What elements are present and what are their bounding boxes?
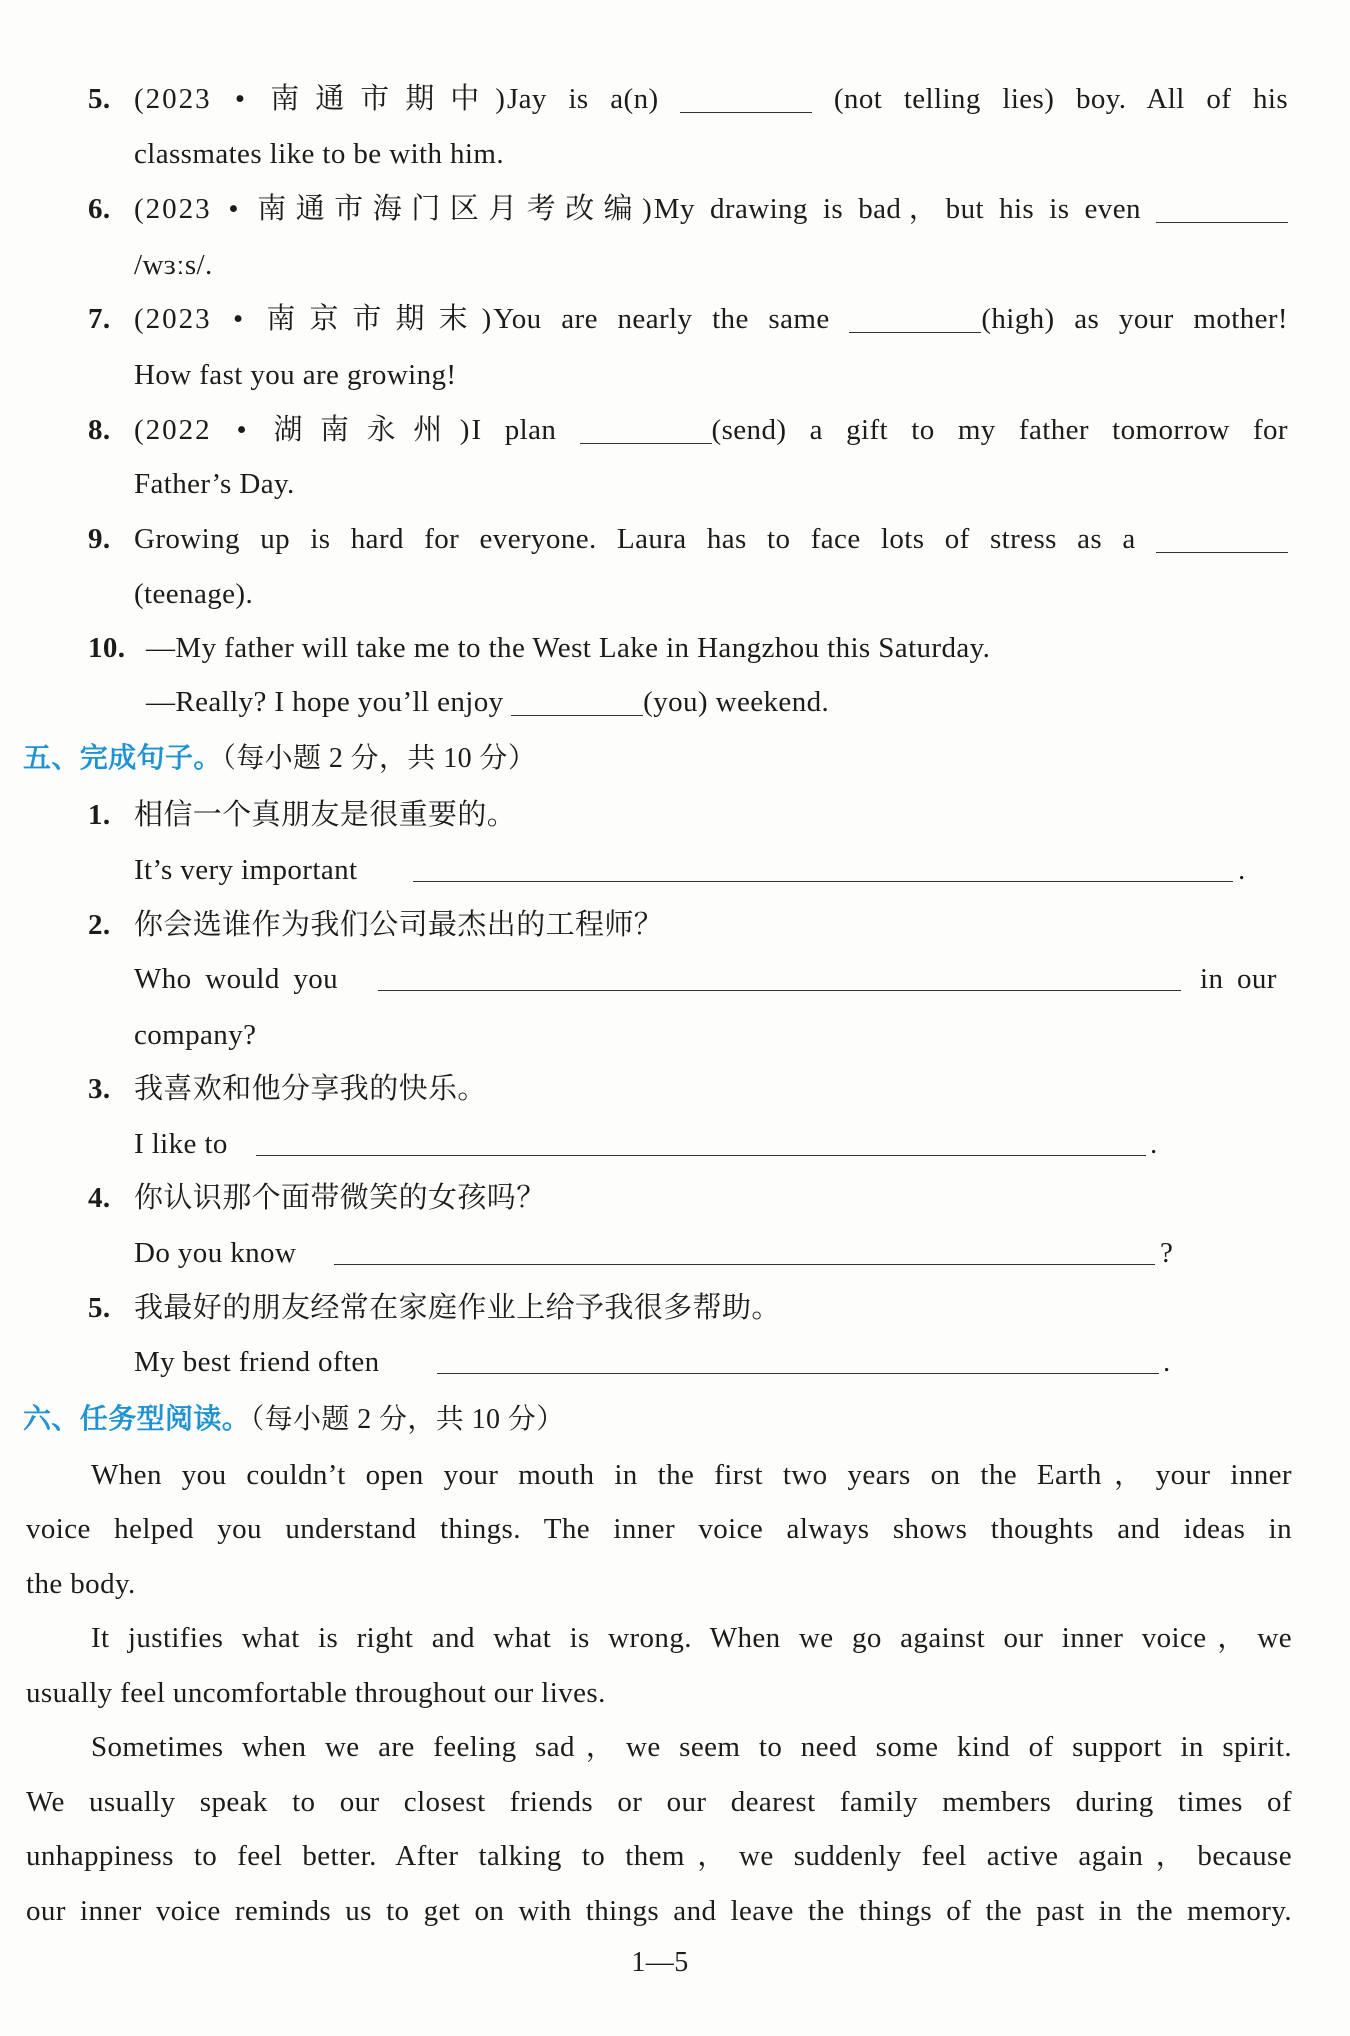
answer-blank: [378, 990, 1181, 991]
sentence-start: Do you know: [134, 1237, 297, 1269]
sentence-answer-line: [0, 1342, 1350, 1382]
question-text: Jay is a(n): [506, 83, 659, 115]
question-line: [134, 299, 1288, 339]
sentence-start: I like to: [134, 1128, 228, 1160]
question-number: 10.: [88, 632, 126, 664]
section-title: 五、完成句子。: [23, 741, 222, 774]
question-continuation: (teenage).: [134, 578, 254, 610]
sentence-end: in our: [1200, 963, 1277, 995]
section-title: 六、任务型阅读。: [23, 1402, 251, 1435]
question-text: My drawing is bad，but his is even: [653, 193, 1141, 225]
sentence-start: It’s very important: [134, 854, 358, 886]
passage-line: usually feel uncomfortable throughout our lives.: [26, 1677, 606, 1709]
question-hint: (not telling lies) boy. All of his: [833, 83, 1289, 115]
sentence-end: .: [1238, 854, 1246, 886]
chinese-prompt: 我最好的朋友经常在家庭作业上给予我很多帮助。: [134, 1292, 781, 1324]
sentence-continuation: company?: [134, 1019, 257, 1051]
answer-blank: [1156, 532, 1288, 553]
section-score: （每小题 2 分，共 10 分）: [250, 1404, 565, 1435]
answer-blank: [849, 312, 981, 333]
passage-line: Sometimes when we are feeling sad，we seem to need some kind of support in spirit.: [91, 1731, 1292, 1763]
dialogue-line: —My father will take me to the West Lake in Hangzhou this Saturday.: [146, 632, 991, 664]
answer-blank: [256, 1155, 1146, 1156]
question-number: 3.: [88, 1073, 111, 1105]
question-number: 8.: [88, 414, 111, 446]
section-header: [23, 736, 536, 780]
question-continuation: /wɜːs/.: [134, 249, 213, 281]
sentence-answer-line: [0, 1124, 1350, 1164]
question-number: 9.: [88, 523, 111, 555]
sentence-answer-line: [0, 850, 1350, 890]
passage-line: We usually speak to our closest friends or our dearest family members during times of: [26, 1786, 1292, 1818]
answer-blank: [580, 423, 712, 444]
page-number: 1—5: [631, 1947, 689, 1978]
question-text: You are nearly the same: [493, 303, 830, 335]
question-line: [134, 519, 1288, 559]
question-number: 4.: [88, 1182, 111, 1214]
question-hint: (send) a gift to my father tomorrow for: [711, 414, 1288, 446]
question-number: 6.: [88, 193, 111, 225]
question-continuation: How fast you are growing!: [134, 359, 457, 391]
section-header: [23, 1397, 565, 1441]
chinese-prompt: 相信一个真朋友是很重要的。: [134, 799, 517, 831]
question-number: 7.: [88, 303, 111, 335]
answer-blank: [680, 92, 812, 113]
passage-line: our inner voice reminds us to get on with things and leave the things of the past in the memory.: [26, 1895, 1292, 1927]
question-source: (2023 • 南通市期中): [134, 83, 507, 115]
question-text: I plan: [471, 414, 557, 446]
passage-line: When you couldn’t open your mouth in the first two years on the Earth，your inner: [91, 1459, 1292, 1491]
question-continuation: Father’s Day.: [134, 468, 295, 500]
passage-line: voice helped you understand things. The inner voice always shows thoughts and ideas in: [26, 1513, 1292, 1545]
sentence-end: ?: [1160, 1237, 1174, 1269]
answer-blank: [437, 1373, 1159, 1374]
answer-blank: [1156, 202, 1288, 223]
question-line: [134, 410, 1288, 450]
answer-blank: [413, 881, 1233, 882]
question-line: [134, 189, 1288, 229]
question-source: (2023 • 南通市海门区月考改编): [134, 193, 654, 225]
question-continuation: classmates like to be with him.: [134, 138, 505, 170]
question-number: 1.: [88, 799, 111, 831]
answer-blank: [511, 695, 643, 716]
question-number: 2.: [88, 909, 111, 941]
passage-line: the body.: [26, 1568, 136, 1600]
section-score: （每小题 2 分，共 10 分）: [221, 743, 537, 774]
question-line: [134, 79, 1288, 119]
question-text: Growing up is hard for everyone. Laura has to face lots of stress as a: [134, 523, 1136, 555]
sentence-end: .: [1163, 1346, 1171, 1378]
question-hint: (high) as your mother!: [981, 303, 1288, 335]
question-number: 5.: [88, 83, 111, 115]
question-hint: (you) weekend.: [643, 686, 830, 718]
sentence-answer-line: [0, 1233, 1350, 1273]
answer-blank: [334, 1264, 1155, 1265]
passage-line: unhappiness to feel better. After talking to them，we suddenly feel active again，because: [26, 1840, 1292, 1872]
passage-line: It justifies what is right and what is wrong. When we go against our inner voice，we: [91, 1622, 1292, 1654]
question-text: —Really? I hope you’ll enjoy: [146, 686, 504, 718]
question-number: 5.: [88, 1292, 111, 1324]
chinese-prompt: 你会选谁作为我们公司最杰出的工程师？: [134, 909, 664, 941]
sentence-start: Who would you: [134, 963, 339, 995]
sentence-answer-line: [0, 959, 1350, 999]
question-source: (2022 • 湖南永州): [134, 414, 472, 446]
sentence-end: .: [1150, 1128, 1158, 1160]
sentence-start: My best friend often: [134, 1346, 380, 1378]
chinese-prompt: 我喜欢和他分享我的快乐。: [134, 1073, 487, 1105]
question-source: (2023 • 南京市期末): [134, 303, 494, 335]
chinese-prompt: 你认识那个面带微笑的女孩吗？: [134, 1182, 546, 1214]
dialogue-line: [146, 682, 829, 722]
